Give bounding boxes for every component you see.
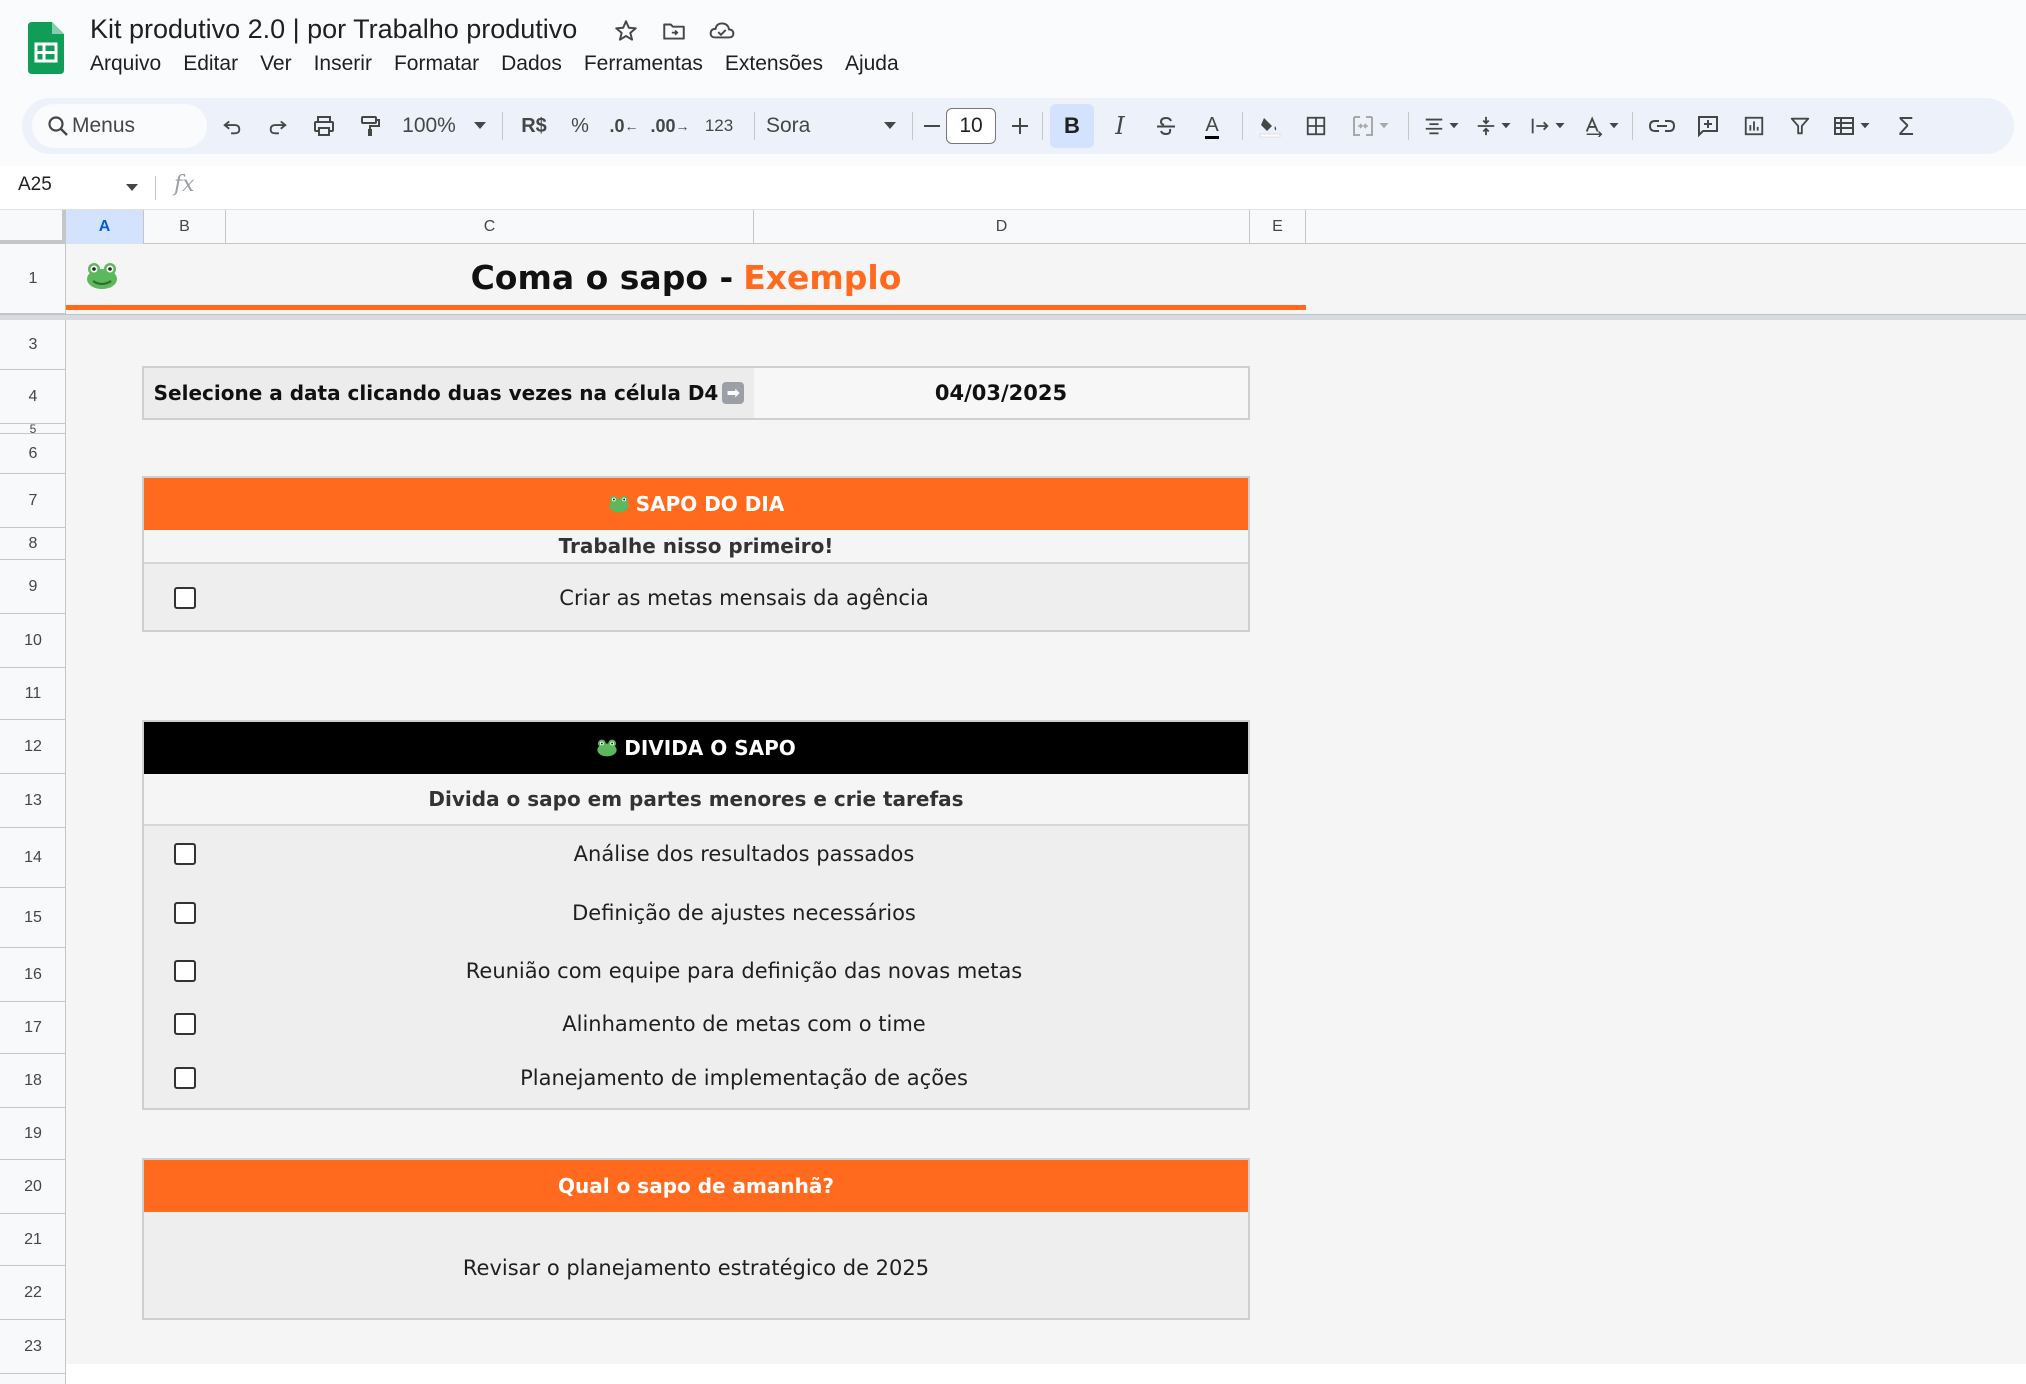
toolbar-divider [1408,112,1409,140]
row-header-11[interactable]: 11 [0,668,66,720]
arrow-right-icon: ➡ [722,382,744,404]
filter-button[interactable] [1778,98,1822,154]
row-header-1[interactable]: 1 [0,244,66,314]
chart-icon [1743,115,1765,137]
row-header-21[interactable]: 21 [0,1214,66,1266]
cloud-status-icon[interactable] [708,17,736,45]
row-header-18[interactable]: 18 [0,1054,66,1108]
undo-icon [221,115,243,137]
subtask-text[interactable]: Alinhamento de metas com o time [562,1012,926,1036]
date-selector-row [142,366,1250,420]
search-icon [46,114,70,138]
row-header-3[interactable]: 3 [0,320,66,370]
arrow-left-icon: ← [624,118,639,134]
task-checkbox[interactable] [174,1067,196,1089]
row-header-14[interactable]: 14 [0,828,66,888]
menu-bar [90,52,910,80]
frozen-rows-divider[interactable] [0,314,2026,320]
decrease-decimal-label: .0 [609,115,625,136]
frog-icon [608,495,630,513]
menus-search[interactable] [32,104,207,148]
menus-search-label: Menus [72,114,136,137]
row-header-23[interactable]: 23 [0,1320,66,1374]
column-header-c[interactable]: C [226,210,754,244]
tomorrow-frog-header: Qual o sapo de amanhã? [144,1160,1248,1212]
zoom-dropdown-icon[interactable] [468,98,492,154]
row-header-8[interactable]: 8 [0,528,66,560]
sheet-title-main: Coma o sapo - [470,257,734,297]
paint-format-button[interactable] [348,98,392,154]
row-header-10[interactable]: 10 [0,614,66,668]
sheet-title-row[interactable] [66,244,1306,310]
italic-button[interactable]: I [1115,112,1125,140]
undo-button[interactable] [210,98,254,154]
row-header-9[interactable]: 9 [0,560,66,614]
row-headers [0,244,66,1384]
paint-bucket-icon [1258,114,1282,138]
text-color-button[interactable] [1190,98,1234,154]
task-checkbox[interactable] [174,1013,196,1035]
frog-of-day-subheader: Trabalhe nisso primeiro! [144,530,1248,564]
toolbar-divider [754,112,755,140]
strikethrough-button[interactable] [1144,98,1188,154]
row-header-12[interactable]: 12 [0,720,66,774]
column-header-e[interactable]: E [1250,210,1306,244]
date-label-cell [144,368,754,418]
toolbar-divider [502,112,503,140]
print-icon [312,114,336,138]
font-dropdown-icon[interactable] [878,98,902,154]
toolbar [22,98,2014,154]
increase-decimal-button[interactable] [648,98,692,154]
decrease-decimal-button[interactable] [602,98,646,154]
font-family-select[interactable]: Sora [766,114,811,137]
move-folder-icon[interactable] [660,17,688,45]
subtask-text[interactable]: Análise dos resultados passados [573,842,915,866]
redo-icon [267,115,289,137]
divide-frog-title: DIVIDA O SAPO [624,736,796,760]
column-headers [0,210,2026,244]
row-header-19[interactable]: 19 [0,1108,66,1160]
insert-chart-button[interactable] [1732,98,1776,154]
menu-dados[interactable]: Dados [501,52,562,75]
frog-of-day-section [142,476,1250,632]
document-title[interactable]: Kit produtivo 2.0 | por Trabalho produtivo [90,14,578,44]
subtask-row [144,944,1248,998]
horizontal-align-button[interactable] [1416,98,1466,154]
divide-frog-header [144,722,1248,774]
menu-arquivo[interactable]: Arquivo [90,52,162,75]
menu-editar[interactable]: Editar [183,52,239,75]
menu-ferramentas[interactable]: Ferramentas [583,52,703,75]
percent-format-button[interactable]: % [571,114,589,137]
menu-ver[interactable]: Ver [260,52,292,75]
toolbar-divider [1042,112,1043,140]
date-cell-d4[interactable]: 04/03/2025 [754,368,1248,418]
print-button[interactable] [302,98,346,154]
text-rotation-icon [1583,115,1605,137]
table-view-button[interactable] [1824,98,1878,154]
menu-formatar[interactable]: Formatar [393,52,480,75]
tomorrow-frog-section [142,1158,1250,1320]
fx-icon: fx [174,172,195,197]
sheet-title [66,244,1306,310]
link-icon [1649,116,1675,136]
text-color-label: A [1205,114,1218,139]
select-all-corner[interactable] [0,210,66,244]
paint-format-icon [358,114,382,138]
sheet-title-accent: Exemplo [743,257,902,297]
subtask-text[interactable]: Definição de ajustes necessários [572,901,916,925]
toolbar-divider [1632,112,1633,140]
insert-comment-button[interactable] [1686,98,1730,154]
column-header-d[interactable]: D [754,210,1250,244]
frog-icon [596,739,618,757]
row-header-17[interactable]: 17 [0,1002,66,1054]
frog-of-day-task[interactable]: Criar as metas mensais da agência [559,586,929,610]
decrease-font-size-button[interactable] [918,98,946,154]
frog-of-day-task-row [144,564,1248,632]
subtask-text[interactable]: Reunião com equipe para definição das novas metas [465,959,1023,983]
title-bar [0,0,2026,94]
name-box-dropdown-icon[interactable] [126,184,138,192]
row-header-5[interactable]: 5 [0,424,66,434]
task-checkbox[interactable] [174,587,196,609]
vertical-align-button[interactable] [1468,98,1518,154]
merge-cells-button[interactable] [1340,98,1400,154]
formula-bar [0,166,2026,210]
row-header-15[interactable]: 15 [0,888,66,948]
fill-color-button[interactable] [1248,98,1292,154]
number-format-button[interactable]: 123 [704,116,734,135]
arrow-right-icon: → [675,118,690,134]
borders-button[interactable] [1294,98,1338,154]
row-header-13[interactable]: 13 [0,774,66,828]
subtask-row [144,882,1248,944]
row-header-7[interactable]: 7 [0,474,66,528]
redo-button[interactable] [256,98,300,154]
align-center-icon [1423,115,1445,137]
row-header-6[interactable]: 6 [0,434,66,474]
increase-decimal-label: .00 [650,115,676,136]
formula-divider [155,176,156,200]
row-header-16[interactable]: 16 [0,948,66,1002]
sheets-logo-icon[interactable] [28,22,64,74]
menu-extensoes[interactable]: Extensões [724,52,823,75]
column-header-a[interactable]: A [66,210,144,244]
bold-button[interactable]: B [1050,104,1094,148]
zoom-select[interactable]: 100% [402,114,456,137]
frog-of-day-title: SAPO DO DIA [635,492,785,516]
currency-format-button[interactable]: R$ [521,114,547,137]
subtask-row [144,998,1248,1050]
merge-cells-icon [1351,114,1375,138]
vertical-align-icon [1475,115,1497,137]
subtask-text[interactable]: Planejamento de implementação de ações [520,1066,968,1090]
name-box[interactable]: A25 [18,174,52,195]
frog-of-day-header [144,478,1248,530]
increase-font-size-button[interactable] [1002,98,1038,154]
subtask-row [144,826,1248,882]
toolbar-divider [912,112,913,140]
subtask-row [144,1050,1248,1106]
filter-icon [1789,115,1811,137]
column-header-b[interactable]: B [144,210,226,244]
text-rotation-button[interactable] [1576,98,1626,154]
toolbar-divider [1242,112,1243,140]
insert-link-button[interactable] [1640,98,1684,154]
star-icon[interactable] [612,17,640,45]
row-header-22[interactable]: 22 [0,1266,66,1320]
task-checkbox[interactable] [174,843,196,865]
functions-button[interactable]: Σ [1897,110,1915,141]
borders-icon [1305,115,1327,137]
spreadsheet-grid[interactable] [0,210,2026,1384]
row-header-4[interactable]: 4 [0,370,66,424]
text-wrap-button[interactable] [1522,98,1572,154]
strikethrough-icon [1154,114,1178,138]
date-label-text: Selecione a data clicando duas vezes na célula D4 [153,381,719,405]
divide-frog-subheader: Divida o sapo em partes menores e crie tarefas [144,774,1248,826]
font-size-input[interactable]: 10 [946,108,996,144]
comment-icon [1696,114,1720,138]
text-wrap-icon [1529,115,1551,137]
menu-inserir[interactable]: Inserir [313,52,372,75]
menu-ajuda[interactable]: Ajuda [844,52,899,75]
tomorrow-frog-task[interactable]: Revisar o planejamento estratégico de 2025 [462,1256,930,1280]
task-checkbox[interactable] [174,902,196,924]
task-checkbox[interactable] [174,960,196,982]
row-header-20[interactable]: 20 [0,1160,66,1214]
table-icon [1832,114,1856,138]
divide-frog-section [142,720,1250,1110]
